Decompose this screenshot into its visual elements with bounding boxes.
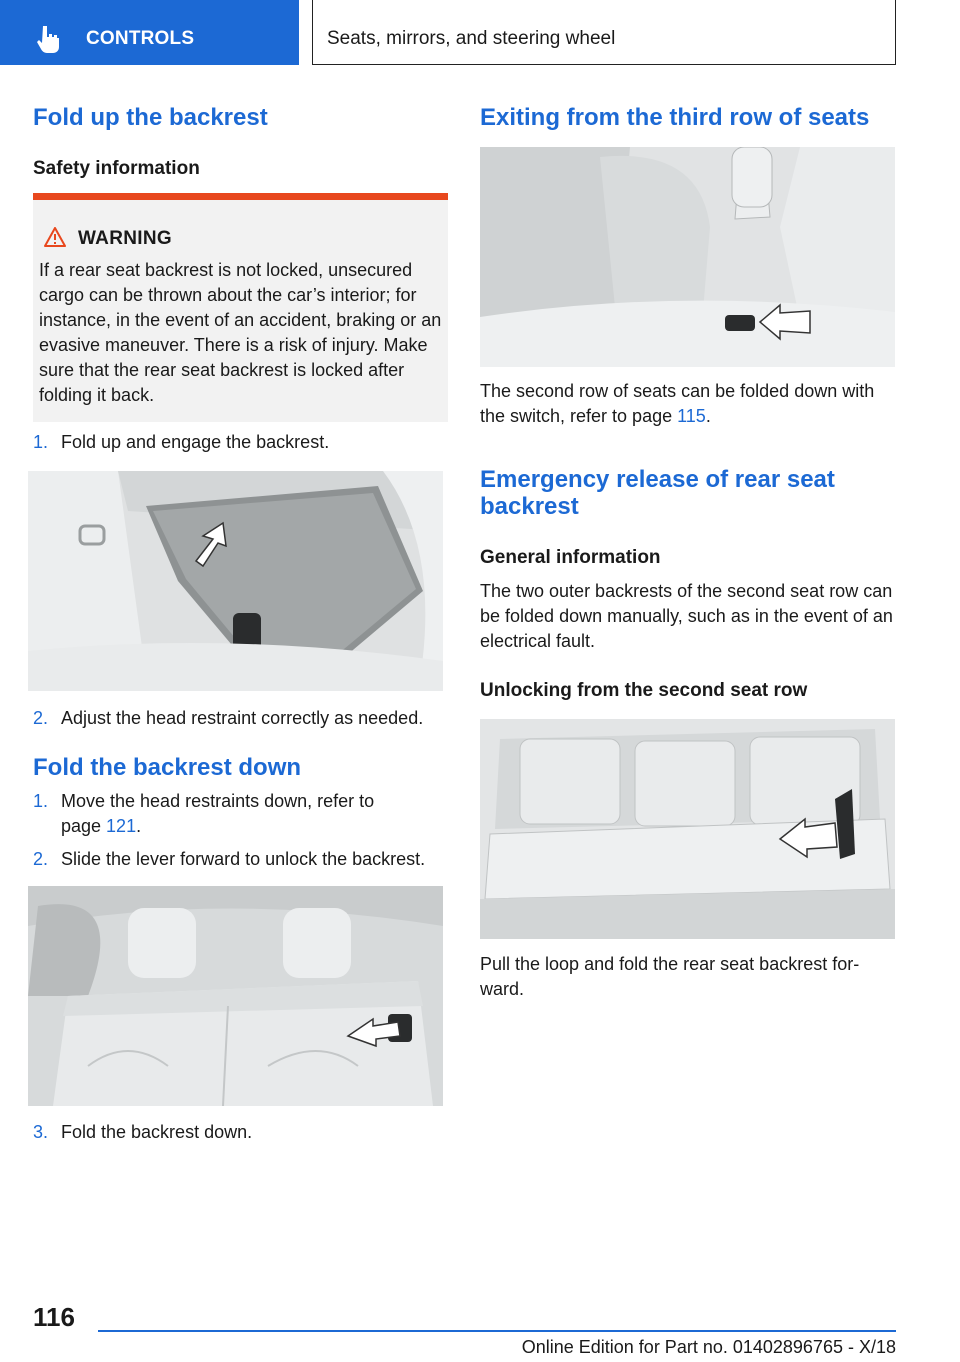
header-section-label: CONTROLS [86, 28, 195, 49]
step-number: 2. [33, 849, 49, 869]
subheading-general-info: General information [480, 547, 661, 568]
subheading-safety: Safety information [33, 158, 200, 179]
step-number: 3. [33, 1122, 49, 1142]
step-number: 2. [33, 708, 49, 728]
para-pull-loop: Pull the loop and fold the rear seat backrest for-ward. [480, 954, 860, 999]
header-section-tab[interactable] [0, 0, 299, 65]
header-title-box [312, 0, 896, 65]
page-link-115[interactable]: 115 [677, 406, 706, 426]
heading-exiting-third-row: Exiting from the third row of seats [480, 104, 870, 131]
step-text-period: . [136, 816, 142, 836]
heading-emergency-release: Emergency release of rear seat backrest [480, 466, 835, 520]
para-general-info: The two outer backrests of the second seat row can be folded down manually, such as in the event of an electrical fault. [480, 581, 893, 651]
step-number: 1. [33, 432, 49, 452]
backrest-lever-illustration [28, 886, 443, 1106]
step-text: Fold up and engage the backrest. [61, 432, 330, 452]
step-number: 1. [33, 791, 49, 811]
header-chapter-title: Seats, mirrors, and steering wheel [327, 28, 616, 49]
third-row-exit-illustration [480, 147, 895, 367]
warning-triangle-icon [44, 227, 66, 247]
para-period: . [705, 406, 711, 426]
para-text: The second row of seats can be folded down with the switch, refer to page [480, 381, 875, 426]
footer-edition: Online Edition for Part no. 01402896765 - X/18 [521, 1337, 896, 1357]
warning-title: WARNING [78, 228, 172, 249]
page-link-121[interactable]: 121 [106, 816, 137, 836]
step-text-line2: page [61, 816, 107, 836]
page-number: 116 [33, 1302, 75, 1332]
step-text: Fold the backrest down. [61, 1122, 253, 1142]
warning-text: If a rear seat backrest is not locked, unsecured cargo can be thrown about the car’s interior; for instance, in the event of an accident, braking or an evasive maneuver. There is a risk of injury. Make sure that the rear seat backrest is locked after folding it back. [39, 260, 442, 405]
heading-fold-up: Fold up the backrest [33, 104, 268, 131]
pointing-hand-icon [34, 24, 64, 54]
step-text [61, 789, 441, 839]
step-text: Adjust the head restraint correctly as needed. [61, 708, 424, 728]
second-row-unlock-illustration [480, 719, 895, 939]
warning-box [33, 193, 448, 422]
footer-divider [98, 1330, 896, 1332]
subheading-unlocking: Unlocking from the second seat row [480, 680, 808, 701]
step-text: Slide the lever forward to unlock the backrest. [61, 849, 426, 869]
para-third-row [480, 379, 895, 429]
heading-fold-down: Fold the backrest down [33, 754, 302, 781]
step-text-line1: Move the head restraints down, refer to [61, 791, 375, 811]
backrest-fold-up-illustration [28, 471, 443, 691]
